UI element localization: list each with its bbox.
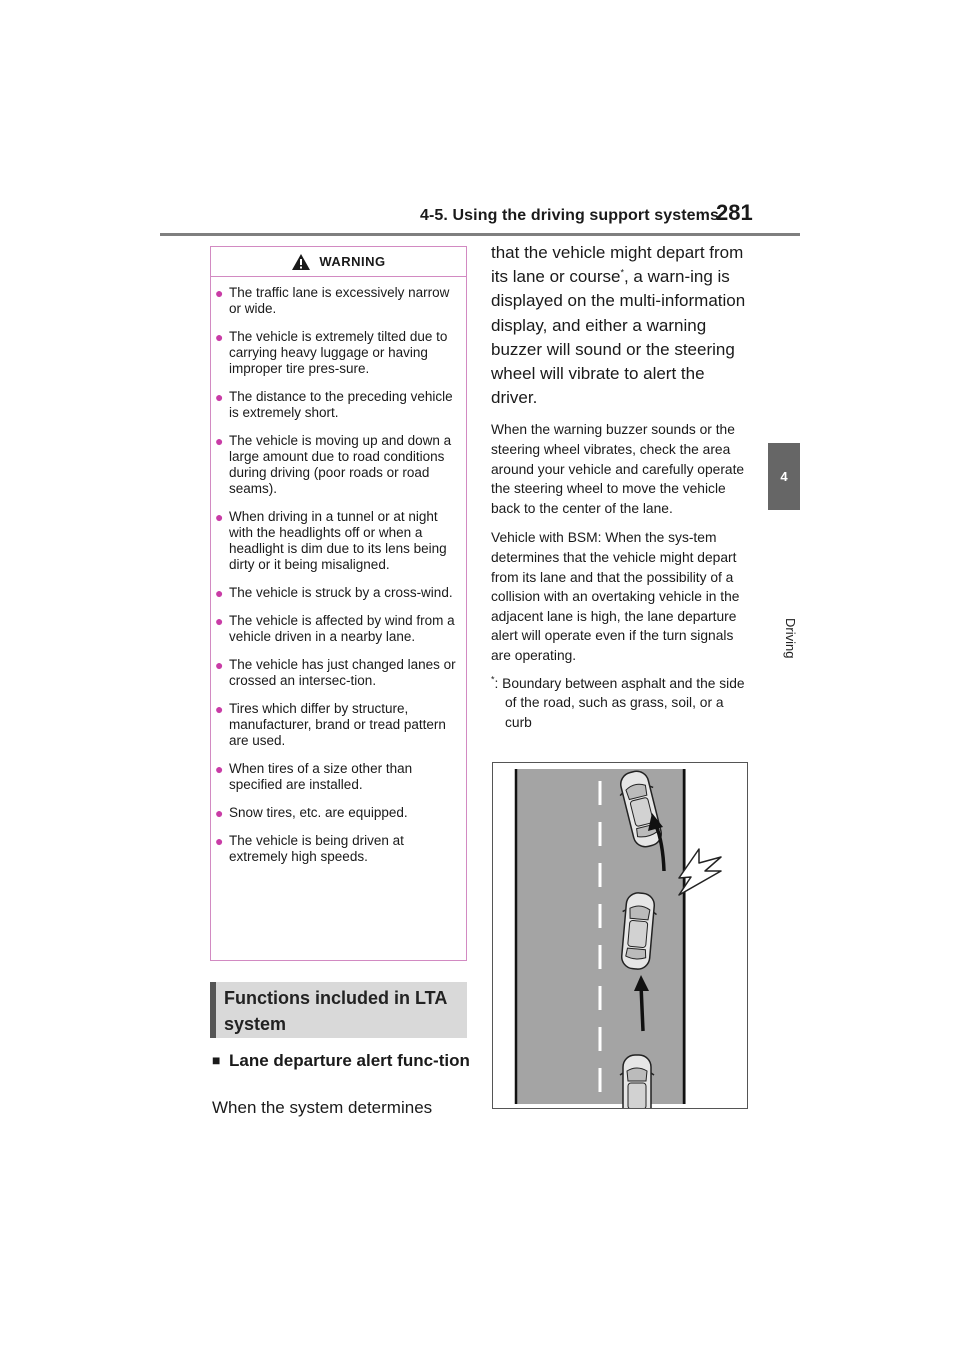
warning-item [215, 657, 460, 689]
warning-item-text: The vehicle has just changed lanes or crossed an intersec-tion. [229, 657, 456, 688]
warning-box [210, 246, 467, 961]
bullet-icon: ● [215, 701, 224, 717]
bullet-icon: ● [215, 657, 224, 673]
arrow-up-icon [641, 985, 643, 1031]
bullet-icon: ● [215, 285, 224, 301]
warning-item-text: When driving in a tunnel or at night with the headlights off or when a headlight is dim due to its lens being dirty or it being misaligned. [229, 509, 447, 572]
warning-item-text: The vehicle is struck by a cross-wind. [229, 585, 453, 600]
warning-item [215, 833, 460, 865]
illustration-svg [493, 763, 747, 1108]
warning-item-text: The vehicle is being driven at extremely high speeds. [229, 833, 404, 864]
footnote [491, 674, 753, 733]
section-heading: Functions included in LTA system [210, 982, 467, 1038]
right-column [491, 241, 753, 732]
warning-item [215, 613, 460, 645]
header-divider [160, 233, 800, 236]
page-number: 281 [716, 200, 753, 225]
bullet-icon: ● [215, 833, 224, 849]
bullet-icon: ● [215, 761, 224, 777]
bullet-icon: ● [215, 613, 224, 629]
footnote-marker: * [491, 673, 495, 684]
footnote-text: : Boundary between asphalt and the side of the road, such as grass, soil, or a curb [494, 675, 745, 730]
warning-item-text: Tires which differ by structure, manufacturer, brand or tread pattern are used. [229, 701, 446, 748]
chapter-tab-label: Driving [783, 618, 798, 659]
body-text-start: When the system determines [212, 1098, 433, 1117]
lane-departure-illustration [492, 762, 748, 1109]
warning-item-text: The distance to the preceding vehicle is extremely short. [229, 389, 453, 420]
warning-title: WARNING [319, 254, 386, 269]
warning-item [215, 329, 460, 377]
warning-item [215, 585, 460, 601]
main-text-before: that the vehicle might depart from its lane or course [491, 243, 744, 287]
warning-item [215, 701, 460, 749]
warning-item [215, 509, 460, 573]
warning-item-text: When tires of a size other than specified are installed. [229, 761, 413, 792]
warning-item [215, 805, 460, 821]
bullet-icon: ● [215, 509, 224, 525]
warning-item-text: The vehicle is moving up and down a large amount due to road conditions during driving (poor roads or road seams). [229, 433, 452, 496]
warning-header [211, 247, 466, 277]
warning-triangle-icon [291, 253, 311, 271]
section-header-title: 4-5. Using the driving support systems [420, 207, 719, 224]
warning-item [215, 389, 460, 421]
buzzer-paragraph: When the warning buzzer sounds or the steering wheel vibrates, check the area around your vehicle and carefully operate the steering wheel to move the vehicle back to the center of the lane. [491, 422, 745, 516]
warning-item-text: The vehicle is affected by wind from a vehicle driven in a nearby lane. [229, 613, 455, 644]
subheading [212, 1049, 472, 1072]
car-icon [620, 1055, 654, 1108]
bullet-icon: ● [215, 329, 224, 345]
road-surface [516, 769, 686, 1104]
bullet-icon: ● [215, 433, 224, 449]
chapter-tab: 4 [768, 443, 800, 510]
main-text-after: , a warn-ing is displayed on the multi-information display, and either a warning buzzer will sound or the steering wheel will vibrate to alert the driver. [491, 267, 746, 408]
footnote-marker: * [620, 267, 624, 278]
warning-item [215, 761, 460, 793]
square-bullet-icon: ■ [212, 1052, 221, 1068]
bsm-paragraph: Vehicle with BSM: When the sys-tem determines that the vehicle might depart from its lane and that the possibility of a collision with an overtaking vehicle in the adjacent lane is high, the lane departure alert will operate even if the turn signals are operating. [491, 530, 740, 663]
warning-item-text: The traffic lane is excessively narrow or wide. [229, 285, 450, 316]
warning-item [215, 285, 460, 317]
warning-item-text: Snow tires, etc. are equipped. [229, 805, 408, 820]
main-paragraph [491, 241, 753, 410]
warning-item [215, 433, 460, 497]
bullet-icon: ● [215, 585, 224, 601]
subheading-text: Lane departure alert func-tion [229, 1051, 470, 1070]
bullet-icon: ● [215, 389, 224, 405]
warning-list [211, 277, 466, 865]
bullet-icon: ● [215, 805, 224, 821]
warning-item-text: The vehicle is extremely tilted due to carrying heavy luggage or having improper tire pres-sure. [229, 329, 448, 376]
